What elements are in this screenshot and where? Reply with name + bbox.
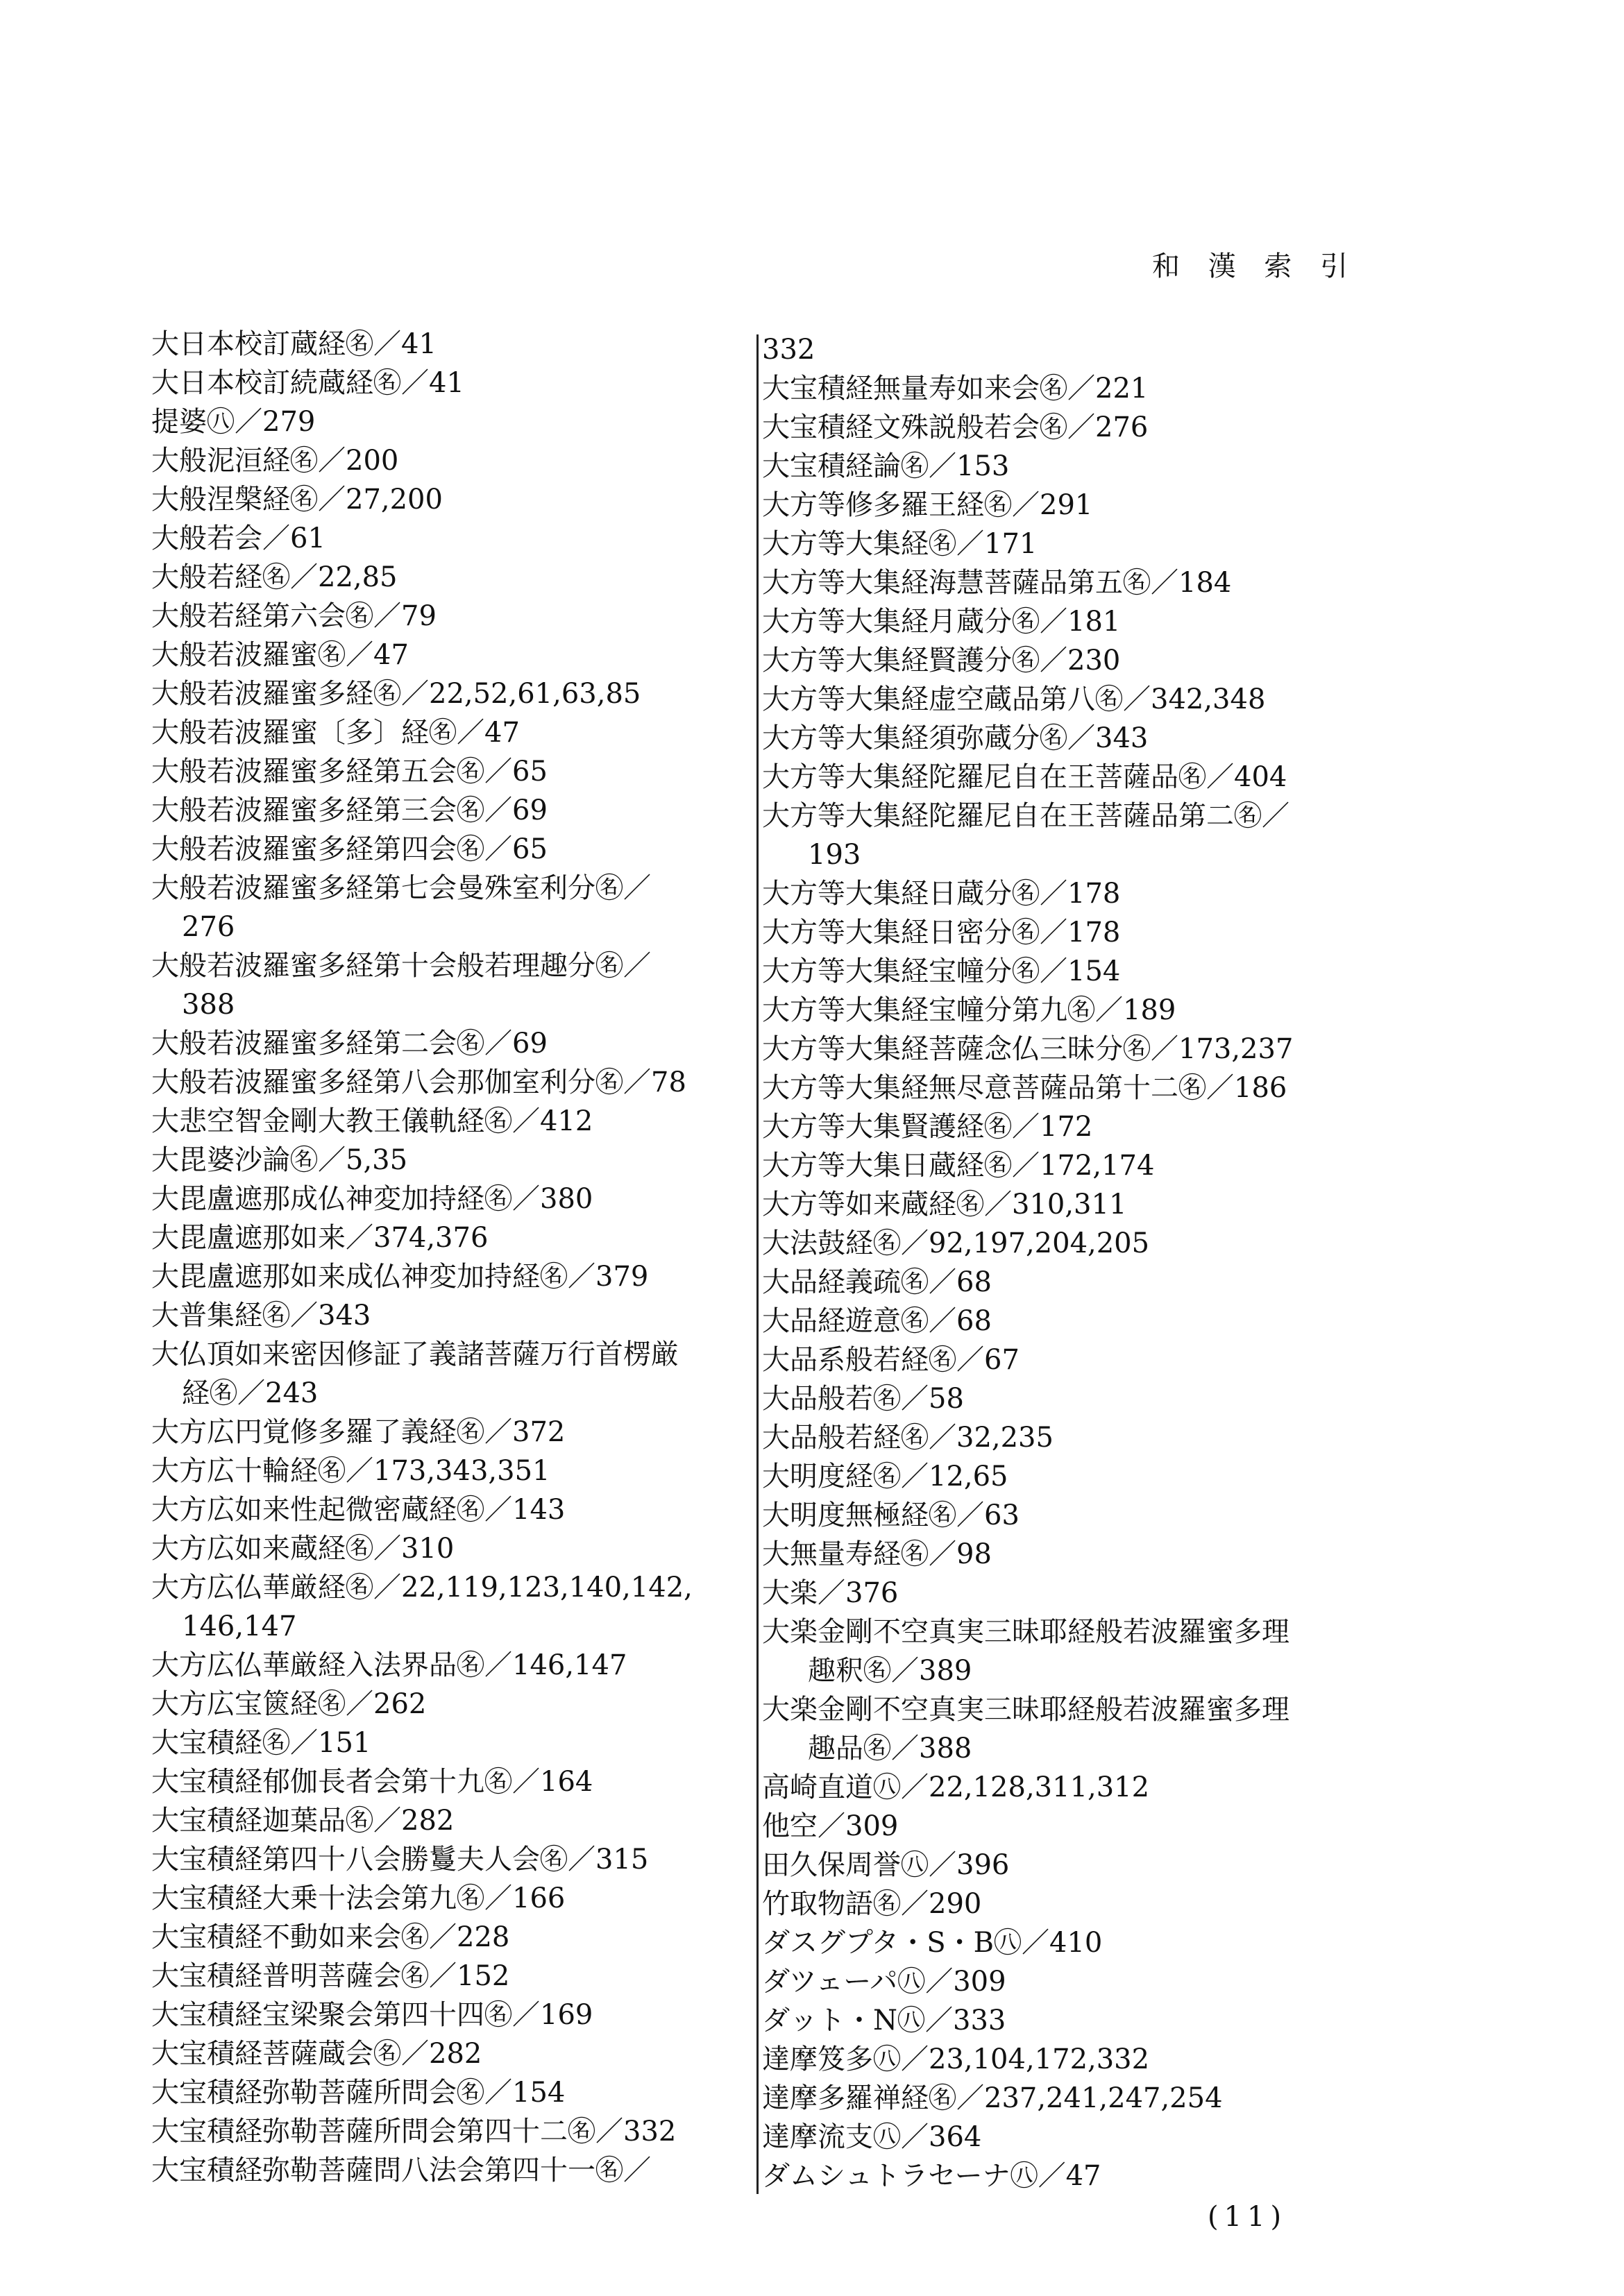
- index-entry: 大宝積経大乗十法会第九㊔／166: [151, 1882, 566, 1914]
- index-entry: 田久保周誉㊇／396: [762, 1849, 1010, 1881]
- index-column-left: [151, 325, 741, 2190]
- index-entry: 大方等大集経宝幢分㊔／154: [762, 955, 1121, 987]
- index-column-right: [762, 330, 1387, 2195]
- index-entry: 大毘盧遮那成仏神変加持経㊔／380: [151, 1183, 593, 1215]
- index-entry: 大宝積経宝梁聚会第四十四㊔／169: [151, 1999, 593, 2031]
- index-entry: 大無量寿経㊔／98: [762, 1538, 992, 1570]
- index-entry: 大般若経㊔／22,85: [151, 561, 398, 593]
- page-header: 和 漢 索 引: [1152, 250, 1358, 282]
- index-entry: 大方等大集賢護経㊔／172: [762, 1111, 1093, 1143]
- index-entry: 大般若波羅蜜多経第三会㊔／69: [151, 794, 548, 826]
- index-entry: ダット・N㊇／333: [762, 2005, 1006, 2036]
- index-entry: 大品経義疏㊔／68: [762, 1266, 992, 1298]
- index-entry: 大宝積経不動如来会㊔／228: [151, 1921, 510, 1953]
- index-entry: 大方等大集経陀羅尼自在王菩薩品㊔／404: [762, 761, 1287, 793]
- index-entry: 大方広如来蔵経㊔／310: [151, 1533, 455, 1565]
- index-entry: 大方広仏華厳経入法界品㊔／146,147: [151, 1649, 627, 1681]
- index-entry: 大方等大集経須弥蔵分㊔／343: [762, 722, 1149, 754]
- index-entry: 大宝積経弥勒菩薩所問会㊔／154: [151, 2077, 566, 2109]
- index-entry: 大般若波羅蜜多経第二会㊔／69: [151, 1028, 548, 1060]
- index-entry: 大宝積経普明菩薩会㊔／152: [151, 1960, 510, 1992]
- index-entry: 大明度無極経㊔／63: [762, 1499, 1020, 1531]
- index-entry: 大毘盧遮那如来成仏神変加持経㊔／379: [151, 1261, 649, 1293]
- index-entry: 大品経遊意㊔／68: [762, 1305, 992, 1337]
- index-entry: 大方広十輪経㊔／173,343,351: [151, 1455, 550, 1487]
- index-entry: 達摩笈多㊇／23,104,172,332: [762, 2043, 1150, 2075]
- index-entry: 大品般若㊔／58: [762, 1383, 964, 1415]
- index-entry: 大方等大集経海慧菩薩品第五㊔／184: [762, 567, 1232, 599]
- index-entry: 大方等大集経㊔／171: [762, 528, 1038, 560]
- index-entry: 達摩多羅禅経㊔／237,241,247,254: [762, 2082, 1223, 2114]
- index-entry: 大品般若経㊔／32,235: [762, 1422, 1054, 1454]
- index-entry: 大方等大集経日蔵分㊔／178: [762, 878, 1121, 910]
- index-entry: 大毘婆沙論㊔／5,35: [151, 1144, 408, 1176]
- index-entry: 大明度経㊔／12,65: [762, 1461, 1008, 1493]
- index-entry: 他空／309: [762, 1810, 899, 1842]
- index-entry: 大般若波羅蜜㊔／47: [151, 639, 409, 671]
- index-entry: 大日本校訂続蔵経㊔／41: [151, 367, 464, 399]
- index-entry: 大宝積経第四十八会勝鬘夫人会㊔／315: [151, 1844, 649, 1876]
- index-entry: 大方等大集経日密分㊔／178: [762, 917, 1121, 949]
- index-entry: 大宝積経弥勒菩薩問八法会第四十一㊔／: [151, 2154, 651, 2186]
- index-entry: 大宝積経郁伽長者会第十九㊔／164: [151, 1766, 593, 1798]
- index-entry: 大毘盧遮那如来／374,376: [151, 1222, 489, 1254]
- index-entry: ダツェーパ㊇／309: [762, 1966, 1006, 1998]
- index-entry: 大仏頂如来密因修証了義諸菩薩万行首楞厳 経㊔／243: [151, 1338, 679, 1409]
- index-entry: 大般若波羅蜜多経第五会㊔／65: [151, 756, 548, 788]
- index-entry: 大宝積経論㊔／153: [762, 450, 1010, 482]
- index-entry: 大宝積経文殊説般若会㊔／276: [762, 411, 1149, 443]
- index-entry: 大方等大集経虚空蔵品第八㊔／342,348: [762, 683, 1266, 715]
- page-number: (11): [1208, 2201, 1287, 2233]
- index-entry: 大方広仏華厳経㊔／22,119,123,140,142, 146,147: [151, 1572, 693, 1642]
- index-entry: 大宝積経迦葉品㊔／282: [151, 1805, 455, 1837]
- index-entry: 大方等大集日蔵経㊔／172,174: [762, 1150, 1155, 1182]
- index-entry: 332: [762, 334, 815, 366]
- index-entry: 大宝積経菩薩蔵会㊔／282: [151, 2038, 482, 2070]
- index-entry: 大般若波羅蜜多経㊔／22,52,61,63,85: [151, 678, 641, 710]
- index-entry: 提婆㊇／279: [151, 406, 316, 438]
- index-entry: ダムシュトラセーナ㊇／47: [762, 2160, 1101, 2192]
- index-entry: 達摩流支㊇／364: [762, 2121, 982, 2153]
- column-divider: [756, 334, 759, 2194]
- index-entry: 高崎直道㊇／22,128,311,312: [762, 1771, 1150, 1803]
- index-entry: 大般泥洹経㊔／200: [151, 445, 399, 477]
- index-entry: 大般若波羅蜜多経第十会般若理趣分㊔／ 388: [151, 950, 651, 1021]
- index-entry: 大般若経第六会㊔／79: [151, 600, 437, 632]
- index-entry: 大方広円覚修多羅了義経㊔／372: [151, 1416, 566, 1448]
- index-entry: 大楽金剛不空真実三昧耶経般若波羅蜜多理 趣品㊔／388: [762, 1694, 1289, 1764]
- index-entry: 大楽金剛不空真実三昧耶経般若波羅蜜多理 趣釈㊔／389: [762, 1616, 1289, 1687]
- index-entry: 大般涅槃経㊔／27,200: [151, 484, 443, 516]
- index-entry: 大般若会／61: [151, 522, 325, 554]
- index-entry: 大悲空智金剛大教王儀軌経㊔／412: [151, 1105, 593, 1137]
- index-entry: 大般若波羅蜜多経第四会㊔／65: [151, 833, 548, 865]
- index-entry: 竹取物語㊔／290: [762, 1888, 982, 1920]
- index-entry: 大方等大集経宝幢分第九㊔／189: [762, 994, 1176, 1026]
- index-entry: ダスグプタ・S・B㊇／410: [762, 1927, 1103, 1959]
- index-entry: 大日本校訂蔵経㊔／41: [151, 328, 437, 360]
- index-entry: 大方等大集経月蔵分㊔／181: [762, 606, 1121, 638]
- index-entry: 大般若波羅蜜多経第八会那伽室利分㊔／78: [151, 1066, 686, 1098]
- index-entry: 大方等大集経賢護分㊔／230: [762, 645, 1121, 677]
- index-entry: 大品系般若経㊔／67: [762, 1344, 1020, 1376]
- index-entry: 大宝積経弥勒菩薩所問会第四十二㊔／332: [151, 2116, 677, 2148]
- index-entry: 大方等大集経菩薩念仏三昧分㊔／173,237: [762, 1033, 1294, 1065]
- index-entry: 大楽／376: [762, 1577, 899, 1609]
- index-entry: 大普集経㊔／343: [151, 1300, 371, 1332]
- index-entry: 大般若波羅蜜〔多〕経㊔／47: [151, 717, 520, 749]
- index-entry: 大宝積経無量寿如来会㊔／221: [762, 373, 1149, 405]
- index-entry: 大法鼓経㊔／92,197,204,205: [762, 1227, 1150, 1259]
- index-entry: 大方等修多羅王経㊔／291: [762, 489, 1093, 521]
- index-entry: 大方等大集経陀羅尼自在王菩薩品第二㊔／ 193: [762, 800, 1289, 871]
- index-entry: 大般若波羅蜜多経第七会曼殊室利分㊔／ 276: [151, 872, 651, 943]
- index-entry: 大方広宝篋経㊔／262: [151, 1688, 427, 1720]
- index-entry: 大宝積経㊔／151: [151, 1727, 371, 1759]
- index-entry: 大方広如来性起微密蔵経㊔／143: [151, 1494, 566, 1526]
- index-entry: 大方等如来蔵経㊔／310,311: [762, 1189, 1127, 1221]
- index-entry: 大方等大集経無尽意菩薩品第十二㊔／186: [762, 1072, 1287, 1104]
